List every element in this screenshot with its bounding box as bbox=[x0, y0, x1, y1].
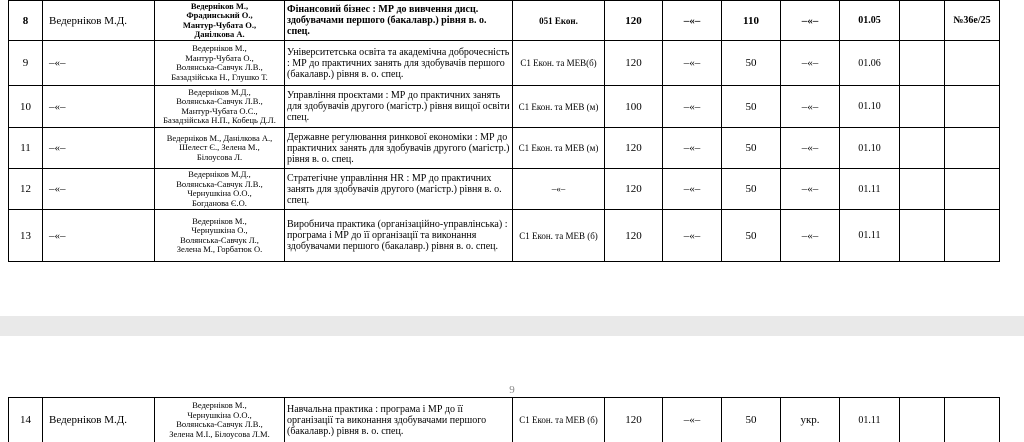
ditto-cell: –«– bbox=[663, 128, 722, 169]
table-row bbox=[9, 128, 1000, 169]
coauthor-line: Ведерніков М.Д., bbox=[188, 86, 251, 97]
coauthors-cell bbox=[155, 1, 285, 41]
lang-cell: –«– bbox=[781, 169, 840, 210]
date-cell: 01.11 bbox=[840, 210, 900, 262]
publications-table-page-1 bbox=[8, 0, 1000, 262]
empty-cell bbox=[900, 128, 945, 169]
date-cell: 01.10 bbox=[840, 86, 900, 128]
row-number: 11 bbox=[9, 128, 43, 169]
row-number: 14 bbox=[9, 398, 43, 442]
coauthor-line: Волянська-Савчук Л.В., bbox=[176, 96, 263, 106]
empty-cell bbox=[900, 210, 945, 262]
table-row bbox=[9, 1, 1000, 41]
table-row bbox=[9, 86, 1000, 128]
author-cell: –«– bbox=[43, 86, 155, 128]
coauthor-line: Данілкова А. bbox=[194, 29, 245, 39]
copies-cell: 50 bbox=[722, 128, 781, 169]
coauthor-line: Шелест Є., Зелена М., bbox=[179, 142, 260, 153]
coauthor-line: Волянська-Савчук Л., bbox=[180, 234, 259, 245]
empty-cell bbox=[900, 1, 945, 41]
lang-cell: укр. bbox=[781, 398, 840, 442]
empty-cell bbox=[900, 169, 945, 210]
ditto-cell: –«– bbox=[663, 86, 722, 128]
copies-cell: 50 bbox=[722, 398, 781, 442]
coauthor-line: Чернушкіна О.О., bbox=[187, 409, 252, 420]
specialty-cell: –«– bbox=[513, 169, 605, 210]
copies-cell: 50 bbox=[722, 210, 781, 262]
empty-cell bbox=[900, 86, 945, 128]
specialty-cell: С1 Екон. та МЕВ (м) bbox=[513, 86, 605, 128]
specialty-cell: С1 Екон. та МЕВ(б) bbox=[513, 41, 605, 86]
protocol-cell bbox=[945, 86, 1000, 128]
specialty-cell: С1 Екон. та МЕВ (б) bbox=[513, 398, 605, 442]
coauthor-line: Ведерніков М., bbox=[192, 43, 247, 53]
pages-cell: 120 bbox=[605, 41, 663, 86]
row-number: 9 bbox=[9, 41, 43, 86]
title-cell: Виробнича практика (організаційно-управлінська) : програма і МР до її організації та виконання здобувачами першого (бакалавр.) рівня в. о. спец. bbox=[285, 210, 513, 262]
coauthor-line: Мантур-Чубата О.С., bbox=[181, 105, 258, 116]
ditto-cell: –«– bbox=[663, 41, 722, 86]
protocol-cell: №36е/25 bbox=[945, 1, 1000, 41]
row-number: 12 bbox=[9, 169, 43, 210]
date-cell: 01.05 bbox=[840, 1, 900, 41]
lang-cell: –«– bbox=[781, 128, 840, 169]
title-cell: Державне регулювання ринкової економіки : МР до практичних занять для здобувачів другого (магістр.) рівня в. о. спец. bbox=[285, 128, 513, 169]
ditto-cell: –«– bbox=[663, 210, 722, 262]
protocol-cell bbox=[945, 169, 1000, 210]
coauthor-line: Волянська-Савчук Л.В., bbox=[176, 419, 263, 429]
coauthor-line: Ведерніков М.Д., bbox=[188, 169, 251, 179]
coauthors-cell bbox=[155, 169, 285, 210]
author-cell: –«– bbox=[43, 210, 155, 262]
specialty-cell: 051 Екон. bbox=[513, 1, 605, 41]
specialty-cell: С1 Екон. та МЕВ (м) bbox=[513, 128, 605, 169]
ditto-cell: –«– bbox=[663, 398, 722, 442]
page-number: 9 bbox=[509, 384, 515, 396]
pages-cell: 120 bbox=[605, 210, 663, 262]
lang-cell: –«– bbox=[781, 1, 840, 41]
copies-cell: 50 bbox=[722, 169, 781, 210]
ditto-cell: –«– bbox=[663, 1, 722, 41]
protocol-cell bbox=[945, 128, 1000, 169]
coauthors-cell bbox=[155, 210, 285, 262]
date-cell: 01.11 bbox=[840, 398, 900, 442]
coauthors-cell bbox=[155, 41, 285, 86]
row-number: 8 bbox=[9, 1, 43, 41]
coauthors-cell bbox=[155, 398, 285, 442]
row-number: 10 bbox=[9, 86, 43, 128]
pages-cell: 120 bbox=[605, 169, 663, 210]
empty-cell bbox=[900, 41, 945, 86]
coauthor-line: Волянська-Савчук Л.В., bbox=[176, 62, 263, 72]
coauthor-line: Мантур-Чубата О., bbox=[185, 52, 254, 63]
pages-cell: 120 bbox=[605, 128, 663, 169]
pages-cell: 100 bbox=[605, 86, 663, 128]
ditto-cell: –«– bbox=[663, 169, 722, 210]
lang-cell: –«– bbox=[781, 86, 840, 128]
lang-cell: –«– bbox=[781, 210, 840, 262]
author-cell: Ведерніков М.Д. bbox=[43, 1, 155, 41]
coauthor-line: Базадзійська Н.П., Кобець Д.Л. bbox=[163, 115, 276, 125]
coauthor-line: Зелена М.І., Білоусова Л.М. bbox=[169, 428, 270, 439]
coauthor-line: Ведерніков М., Данілкова А., bbox=[166, 132, 273, 143]
lang-cell: –«– bbox=[781, 41, 840, 86]
coauthor-line: Ведерніков М., bbox=[192, 215, 247, 226]
protocol-cell bbox=[945, 210, 1000, 262]
protocol-cell bbox=[945, 398, 1000, 442]
author-cell: Ведерніков М.Д. bbox=[43, 398, 155, 442]
row-number: 13 bbox=[9, 210, 43, 262]
coauthor-line: Чернушкіна О., bbox=[191, 225, 248, 235]
title-cell: Управління проєктами : МР до практичних занять для здобувачів другого (магістр.) рівня вищої освіти спец. bbox=[285, 86, 513, 128]
title-cell: Університетська освіта та академічна доброчесність : МР до практичних занять для здобувачів першого (бакалавр.) рівня в. о. спец. bbox=[285, 41, 513, 86]
copies-cell: 110 bbox=[722, 1, 781, 41]
document-page-2 bbox=[0, 336, 1024, 442]
title-cell: Стратегічне управління HR : МР до практичних занять для здобувачів другого (магістр.) рівня в. о. спец. bbox=[285, 169, 513, 210]
date-cell: 01.11 bbox=[840, 169, 900, 210]
coauthor-line: Мантур-Чубата О., bbox=[182, 19, 257, 30]
coauthor-line: Чернушкіна О.О., bbox=[187, 188, 252, 198]
table-row bbox=[9, 169, 1000, 210]
table-row bbox=[9, 398, 1000, 442]
author-cell: –«– bbox=[43, 169, 155, 210]
author-cell: –«– bbox=[43, 41, 155, 86]
copies-cell: 50 bbox=[722, 86, 781, 128]
table-row bbox=[9, 41, 1000, 86]
coauthor-line: Волянська-Савчук Л.В., bbox=[176, 178, 263, 189]
coauthors-cell bbox=[155, 128, 285, 169]
pages-cell: 120 bbox=[605, 398, 663, 442]
coauthor-line: Зелена М., Горбатюк О. bbox=[176, 244, 263, 254]
title-cell: Фінансовий бізнес : МР до вивчення дисц. здобувачами першого (бакалавр.) рівня в. о. спец. bbox=[285, 1, 513, 41]
coauthor-line: Базадзійська Н., Глушко Т. bbox=[171, 71, 268, 82]
pages-cell: 120 bbox=[605, 1, 663, 41]
publications-table-page-2 bbox=[8, 397, 1000, 442]
title-cell: Навчальна практика : програма і МР до її організації та виконання здобувачами першого (бакалавр.) рівня в. о. спец. bbox=[285, 398, 513, 442]
coauthor-line: Ведерніков М., bbox=[190, 0, 249, 11]
date-cell: 01.06 bbox=[840, 41, 900, 86]
copies-cell: 50 bbox=[722, 41, 781, 86]
table-row bbox=[9, 210, 1000, 262]
coauthor-line: Фрадинський О., bbox=[186, 10, 253, 20]
specialty-cell: С1 Екон. та МЕВ (б) bbox=[513, 210, 605, 262]
empty-cell bbox=[900, 398, 945, 442]
coauthor-line: Білоусова Л. bbox=[196, 151, 243, 162]
protocol-cell bbox=[945, 41, 1000, 86]
coauthors-cell bbox=[155, 86, 285, 128]
coauthor-line: Богданова Є.О. bbox=[192, 197, 247, 208]
author-cell: –«– bbox=[43, 128, 155, 169]
coauthor-line: Ведерніков М., bbox=[192, 400, 247, 410]
date-cell: 01.10 bbox=[840, 128, 900, 169]
